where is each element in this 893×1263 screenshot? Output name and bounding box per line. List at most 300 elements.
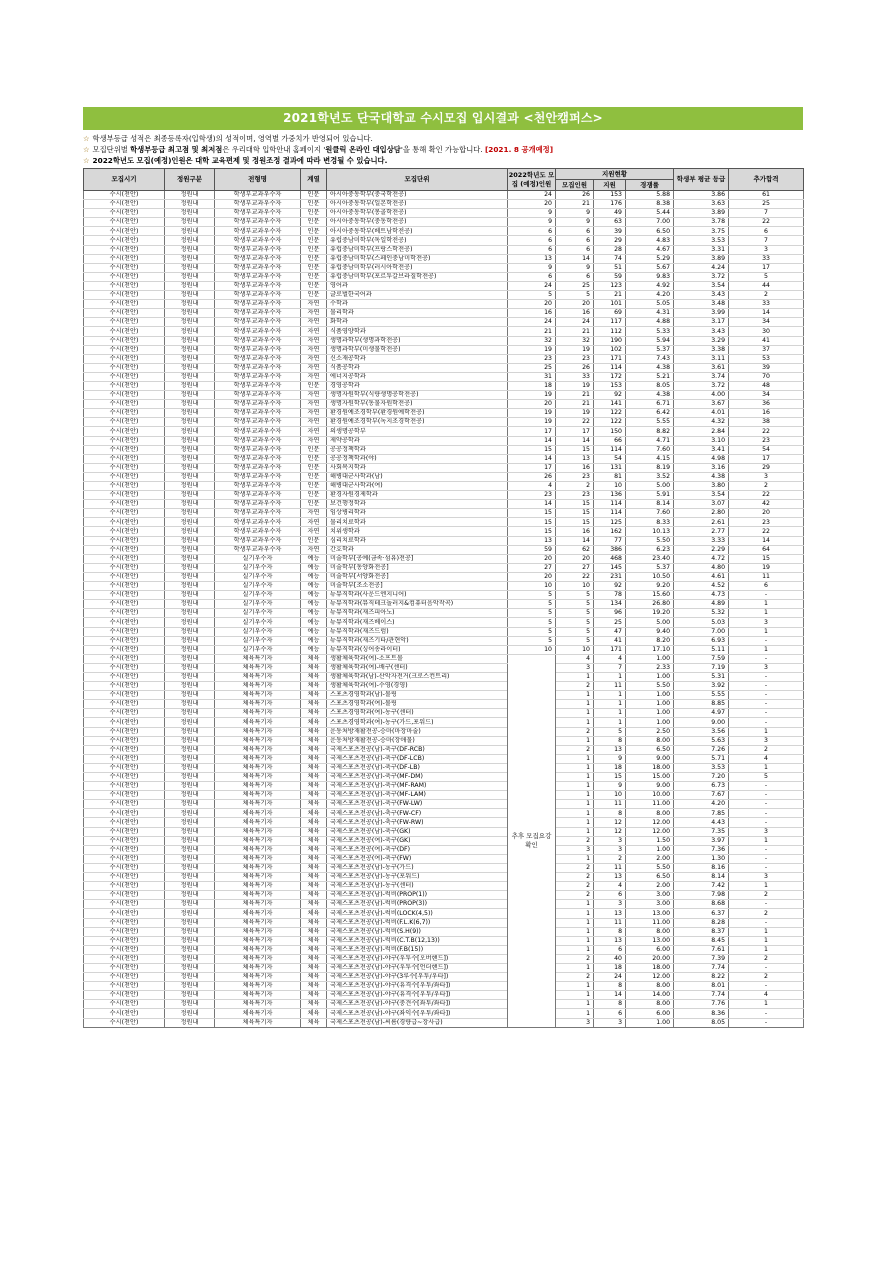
cell-applicants: 49	[594, 209, 626, 218]
cell-field: 자연	[301, 336, 327, 345]
cell-competition-rate: 4.88	[626, 318, 674, 327]
cell-admission-type: 학생부교과우수자	[215, 354, 301, 363]
cell-quota-type: 정원내	[165, 272, 215, 281]
cell-applicants: 8	[594, 809, 626, 818]
cell-additional-pass: -	[729, 900, 804, 909]
cell-quota-type: 정원내	[165, 918, 215, 927]
cell-additional-pass: 61	[729, 191, 804, 200]
cell-unit: 뉴뮤직학과(재즈기타/관현악)	[327, 636, 508, 645]
cell-unit: 신소재공학과	[327, 354, 508, 363]
cell-unit: 국제스포츠전공(남)-럭비(S.H(9))	[327, 927, 508, 936]
cell-unit: 화학과	[327, 318, 508, 327]
note-line	[83, 144, 803, 155]
cell-period: 수시(천안)	[84, 754, 165, 763]
cell-recruit-count: 5	[556, 627, 594, 636]
cell-additional-pass: -	[729, 818, 804, 827]
cell-field: 인문	[301, 236, 327, 245]
cell-competition-rate: 5.91	[626, 491, 674, 500]
cell-applicants: 41	[594, 636, 626, 645]
cell-period: 수시(천안)	[84, 745, 165, 754]
table-row	[84, 900, 804, 909]
table-row	[84, 927, 804, 936]
cell-admission-type: 실기우수자	[215, 591, 301, 600]
cell-period: 수시(천안)	[84, 554, 165, 563]
cell-field: 자연	[301, 400, 327, 409]
cell-quota-type: 정원내	[165, 836, 215, 845]
cell-avg-grade: 3.63	[674, 200, 729, 209]
cell-2022-quota: 31	[508, 372, 556, 381]
cell-additional-pass: 1	[729, 609, 804, 618]
cell-competition-rate: 9.83	[626, 272, 674, 281]
cell-unit: 국제스포츠전공(남)-야구(유격수[우투/우타])	[327, 991, 508, 1000]
cell-unit: 경영공학과	[327, 381, 508, 390]
cell-2022-quota: 18	[508, 381, 556, 390]
cell-recruit-count: 5	[556, 591, 594, 600]
cell-field: 자연	[301, 409, 327, 418]
cell-2022-quota: 20	[508, 572, 556, 581]
cell-competition-rate: 5.00	[626, 482, 674, 491]
cell-unit: 생활체육학과(여)-소프트볼	[327, 654, 508, 663]
cell-recruit-count: 16	[556, 309, 594, 318]
cell-avg-grade: 8.22	[674, 973, 729, 982]
cell-competition-rate: 3.00	[626, 900, 674, 909]
cell-period: 수시(천안)	[84, 500, 165, 509]
cell-period: 수시(천안)	[84, 191, 165, 200]
cell-unit: 국제스포츠전공(남)-축구(MF-LAM)	[327, 791, 508, 800]
cell-avg-grade: 7.26	[674, 745, 729, 754]
notes	[83, 133, 803, 166]
table-header	[84, 169, 804, 191]
cell-2022-quota: 5	[508, 600, 556, 609]
cell-field: 체육	[301, 682, 327, 691]
cell-2022-quota: 15	[508, 518, 556, 527]
cell-additional-pass: 1	[729, 1000, 804, 1009]
cell-applicants: 141	[594, 400, 626, 409]
cell-2022-quota: 13	[508, 254, 556, 263]
cell-unit: 해병대군사학과(여)	[327, 482, 508, 491]
cell-applicants: 6	[594, 891, 626, 900]
note-text: 원클릭 온라인 대입상담	[325, 145, 401, 154]
table-row	[84, 445, 804, 454]
cell-applicants: 24	[594, 973, 626, 982]
cell-competition-rate: 6.50	[626, 745, 674, 754]
cell-2022-quota: 17	[508, 463, 556, 472]
cell-avg-grade: 8.16	[674, 863, 729, 872]
cell-quota-type: 정원내	[165, 309, 215, 318]
cell-avg-grade: 3.41	[674, 445, 729, 454]
cell-avg-grade: 7.39	[674, 954, 729, 963]
cell-unit: 국제스포츠전공(남)-축구(DF-LCB)	[327, 754, 508, 763]
cell-quota-type: 정원내	[165, 591, 215, 600]
cell-applicants: 13	[594, 909, 626, 918]
cell-field: 인문	[301, 254, 327, 263]
cell-applicants: 21	[594, 291, 626, 300]
cell-quota-type: 정원내	[165, 827, 215, 836]
cell-additional-pass: 30	[729, 327, 804, 336]
cell-period: 수시(천안)	[84, 409, 165, 418]
cell-admission-type: 학생부교과우수자	[215, 454, 301, 463]
cell-admission-type: 체육특기자	[215, 791, 301, 800]
cell-avg-grade: 7.85	[674, 809, 729, 818]
cell-recruit-count: 19	[556, 409, 594, 418]
cell-2022-quota: 15	[508, 509, 556, 518]
table-row	[84, 363, 804, 372]
cell-unit: 환경자원경제학과	[327, 491, 508, 500]
table-row	[84, 291, 804, 300]
cell-avg-grade: 7.35	[674, 827, 729, 836]
table-row	[84, 818, 804, 827]
cell-recruit-count: 2	[556, 863, 594, 872]
table-row	[84, 418, 804, 427]
cell-period: 수시(천안)	[84, 372, 165, 381]
cell-competition-rate: 3.52	[626, 472, 674, 481]
cell-additional-pass: 19	[729, 563, 804, 572]
cell-competition-rate: 15.00	[626, 773, 674, 782]
cell-applicants: 4	[594, 654, 626, 663]
cell-competition-rate: 9.00	[626, 754, 674, 763]
cell-additional-pass: -	[729, 1009, 804, 1018]
table-row	[84, 745, 804, 754]
cell-admission-type: 학생부교과우수자	[215, 300, 301, 309]
cell-period: 수시(천안)	[84, 782, 165, 791]
cell-applicants: 176	[594, 200, 626, 209]
cell-unit: 국제스포츠전공(남)-야구(우투수[오버핸드])	[327, 954, 508, 963]
cell-period: 수시(천안)	[84, 672, 165, 681]
cell-applicants: 112	[594, 327, 626, 336]
cell-recruit-count: 1	[556, 909, 594, 918]
cell-quota-type: 정원내	[165, 218, 215, 227]
cell-admission-type: 체육특기자	[215, 1000, 301, 1009]
cell-recruit-count: 62	[556, 545, 594, 554]
cell-applicants: 171	[594, 645, 626, 654]
cell-additional-pass: 42	[729, 500, 804, 509]
cell-field: 인문	[301, 209, 327, 218]
cell-admission-type: 학생부교과우수자	[215, 272, 301, 281]
table-row	[84, 773, 804, 782]
cell-avg-grade: 6.37	[674, 909, 729, 918]
cell-quota-type: 정원내	[165, 954, 215, 963]
table-row	[84, 209, 804, 218]
cell-avg-grade: 7.20	[674, 773, 729, 782]
cell-competition-rate: 8.82	[626, 427, 674, 436]
table-row	[84, 645, 804, 654]
cell-admission-type: 학생부교과우수자	[215, 227, 301, 236]
cell-quota-type: 정원내	[165, 381, 215, 390]
cell-period: 수시(천안)	[84, 845, 165, 854]
table-row	[84, 891, 804, 900]
cell-2022-quota: 15	[508, 445, 556, 454]
cell-recruit-count: 13	[556, 454, 594, 463]
table-row	[84, 536, 804, 545]
header-recruit-count: 모집인원	[556, 180, 594, 191]
cell-quota-type: 정원내	[165, 845, 215, 854]
cell-applicants: 171	[594, 354, 626, 363]
cell-avg-grade: 3.43	[674, 291, 729, 300]
cell-quota-type: 정원내	[165, 409, 215, 418]
cell-applicants: 3	[594, 836, 626, 845]
note-text: 은 우리대학 입학안내 홈페이지 '	[222, 145, 326, 154]
cell-2022-quota: 14	[508, 500, 556, 509]
table-row	[84, 582, 804, 591]
cell-quota-type: 정원내	[165, 318, 215, 327]
cell-avg-grade: 5.31	[674, 672, 729, 681]
cell-applicants: 18	[594, 963, 626, 972]
cell-additional-pass: -	[729, 854, 804, 863]
cell-field: 체육	[301, 918, 327, 927]
cell-additional-pass: 1	[729, 927, 804, 936]
cell-quota-type: 정원내	[165, 454, 215, 463]
table-row	[84, 963, 804, 972]
table-row	[84, 636, 804, 645]
cell-additional-pass: 2	[729, 973, 804, 982]
cell-unit: 뉴뮤직학과(재즈베이스)	[327, 618, 508, 627]
cell-applicants: 28	[594, 245, 626, 254]
cell-admission-type: 체육특기자	[215, 927, 301, 936]
cell-quota-type: 정원내	[165, 536, 215, 545]
cell-additional-pass: -	[729, 800, 804, 809]
cell-admission-type: 체육특기자	[215, 863, 301, 872]
cell-admission-type: 학생부교과우수자	[215, 263, 301, 272]
cell-unit: 의생명공학부	[327, 427, 508, 436]
cell-quota-type: 정원내	[165, 936, 215, 945]
cell-applicants: 131	[594, 463, 626, 472]
cell-quota-type: 정원내	[165, 754, 215, 763]
cell-quota-type: 정원내	[165, 291, 215, 300]
cell-competition-rate: 5.44	[626, 209, 674, 218]
cell-unit: 국제스포츠전공(남)-농구(가드)	[327, 863, 508, 872]
cell-recruit-count: 1	[556, 754, 594, 763]
cell-competition-rate: 9.00	[626, 782, 674, 791]
cell-unit: 임상병리학과	[327, 509, 508, 518]
cell-quota-type: 정원내	[165, 509, 215, 518]
cell-quota-type: 정원내	[165, 209, 215, 218]
cell-additional-pass: -	[729, 682, 804, 691]
header-admission-type: 전형명	[215, 169, 301, 191]
cell-recruit-count: 1	[556, 672, 594, 681]
cell-quota-type: 정원내	[165, 1018, 215, 1027]
table-row	[84, 1000, 804, 1009]
cell-2022-quota: 23	[508, 491, 556, 500]
cell-applicants: 39	[594, 227, 626, 236]
cell-field: 예능	[301, 600, 327, 609]
cell-applicants: 3	[594, 845, 626, 854]
cell-admission-type: 체육특기자	[215, 782, 301, 791]
cell-period: 수시(천안)	[84, 427, 165, 436]
cell-avg-grade: 2.80	[674, 509, 729, 518]
cell-competition-rate: 10.00	[626, 791, 674, 800]
cell-field: 자연	[301, 318, 327, 327]
cell-unit: 사회복지학과	[327, 463, 508, 472]
cell-avg-grade: 3.78	[674, 218, 729, 227]
cell-2022-quota: 10	[508, 645, 556, 654]
cell-period: 수시(천안)	[84, 963, 165, 972]
cell-period: 수시(천안)	[84, 936, 165, 945]
cell-unit: 국제스포츠전공(남)-럭비(PROP(3))	[327, 900, 508, 909]
table-row	[84, 245, 804, 254]
cell-competition-rate: 1.00	[626, 845, 674, 854]
cell-admission-type: 학생부교과우수자	[215, 545, 301, 554]
cell-unit: 국제스포츠전공(남)-야구(중견수[좌투/좌타])	[327, 1000, 508, 1009]
cell-additional-pass: -	[729, 591, 804, 600]
cell-applicants: 172	[594, 372, 626, 381]
cell-quota-type: 정원내	[165, 863, 215, 872]
cell-admission-type: 실기우수자	[215, 618, 301, 627]
table-row	[84, 472, 804, 481]
cell-additional-pass: -	[729, 809, 804, 818]
cell-avg-grade: 3.89	[674, 209, 729, 218]
cell-admission-type: 학생부교과우수자	[215, 491, 301, 500]
cell-quota-type: 정원내	[165, 818, 215, 827]
cell-avg-grade: 3.10	[674, 436, 729, 445]
cell-competition-rate: 11.00	[626, 918, 674, 927]
cell-admission-type: 체육특기자	[215, 845, 301, 854]
cell-additional-pass: 23	[729, 436, 804, 445]
cell-recruit-count: 1	[556, 963, 594, 972]
cell-applicants: 136	[594, 491, 626, 500]
table-row	[84, 527, 804, 536]
cell-field: 예능	[301, 563, 327, 572]
cell-competition-rate: 7.60	[626, 445, 674, 454]
cell-avg-grade: 8.45	[674, 936, 729, 945]
cell-additional-pass: 1	[729, 627, 804, 636]
cell-period: 수시(천안)	[84, 354, 165, 363]
cell-unit: 유럽중남미학부(스페인중남미학전공)	[327, 254, 508, 263]
cell-period: 수시(천안)	[84, 245, 165, 254]
cell-additional-pass: -	[729, 709, 804, 718]
cell-field: 자연	[301, 509, 327, 518]
cell-admission-type: 학생부교과우수자	[215, 409, 301, 418]
cell-additional-pass: 3	[729, 827, 804, 836]
cell-applicants: 54	[594, 454, 626, 463]
cell-recruit-count: 2	[556, 954, 594, 963]
table-row	[84, 200, 804, 209]
cell-unit: 치위생학과	[327, 527, 508, 536]
cell-quota-type: 정원내	[165, 472, 215, 481]
cell-admission-type: 학생부교과우수자	[215, 509, 301, 518]
cell-quota-type: 정원내	[165, 963, 215, 972]
cell-admission-type: 체육특기자	[215, 854, 301, 863]
cell-field: 체육	[301, 863, 327, 872]
cell-admission-type: 체육특기자	[215, 745, 301, 754]
cell-period: 수시(천안)	[84, 363, 165, 372]
table-row	[84, 709, 804, 718]
cell-field: 체육	[301, 982, 327, 991]
cell-field: 자연	[301, 345, 327, 354]
cell-additional-pass: 6	[729, 582, 804, 591]
cell-field: 자연	[301, 372, 327, 381]
cell-applicants: 5	[594, 727, 626, 736]
table-row	[84, 391, 804, 400]
cell-period: 수시(천안)	[84, 509, 165, 518]
cell-admission-type: 학생부교과우수자	[215, 345, 301, 354]
cell-field: 체육	[301, 791, 327, 800]
cell-unit: 미술학부[서양화전공]	[327, 572, 508, 581]
cell-period: 수시(천안)	[84, 991, 165, 1000]
cell-admission-type: 체육특기자	[215, 882, 301, 891]
cell-applicants: 13	[594, 745, 626, 754]
cell-recruit-count: 21	[556, 400, 594, 409]
cell-2022-quota: 20	[508, 554, 556, 563]
cell-quota-type: 정원내	[165, 882, 215, 891]
cell-competition-rate: 2.50	[626, 727, 674, 736]
cell-field: 체육	[301, 845, 327, 854]
cell-applicants: 6	[594, 945, 626, 954]
page-title: 2021학년도 단국대학교 수시모집 입시결과 <천안캠퍼스>	[83, 107, 803, 130]
cell-recruit-count: 10	[556, 645, 594, 654]
cell-admission-type: 체육특기자	[215, 991, 301, 1000]
table-row	[84, 754, 804, 763]
cell-competition-rate: 12.00	[626, 827, 674, 836]
cell-field: 인문	[301, 482, 327, 491]
cell-admission-type: 학생부교과우수자	[215, 363, 301, 372]
cell-field: 인문	[301, 263, 327, 272]
cell-period: 수시(천안)	[84, 882, 165, 891]
cell-field: 체육	[301, 745, 327, 754]
cell-applicants: 145	[594, 563, 626, 572]
cell-applicants: 13	[594, 873, 626, 882]
cell-competition-rate: 4.92	[626, 281, 674, 290]
cell-competition-rate: 4.31	[626, 309, 674, 318]
cell-2022-quota: 59	[508, 545, 556, 554]
cell-field: 체육	[301, 854, 327, 863]
cell-applicants: 25	[594, 618, 626, 627]
cell-competition-rate: 11.00	[626, 800, 674, 809]
cell-avg-grade: 3.54	[674, 491, 729, 500]
cell-applicants: 11	[594, 863, 626, 872]
cell-competition-rate: 6.00	[626, 1009, 674, 1018]
cell-avg-grade: 4.72	[674, 554, 729, 563]
cell-applicants: 11	[594, 918, 626, 927]
cell-unit: 생명과학부(미생물학전공)	[327, 345, 508, 354]
cell-quota-type: 정원내	[165, 500, 215, 509]
cell-recruit-count: 1	[556, 945, 594, 954]
cell-quota-type: 정원내	[165, 654, 215, 663]
cell-admission-type: 실기우수자	[215, 563, 301, 572]
cell-applicants: 8	[594, 736, 626, 745]
cell-quota-type: 정원내	[165, 700, 215, 709]
cell-applicants: 1	[594, 718, 626, 727]
cell-additional-pass: 29	[729, 463, 804, 472]
cell-competition-rate: 26.80	[626, 600, 674, 609]
cell-admission-type: 체육특기자	[215, 963, 301, 972]
cell-additional-pass: 39	[729, 363, 804, 372]
cell-quota-type: 정원내	[165, 682, 215, 691]
table-row	[84, 791, 804, 800]
cell-quota-type: 정원내	[165, 800, 215, 809]
table-row	[84, 454, 804, 463]
cell-competition-rate: 1.00	[626, 672, 674, 681]
cell-quota-type: 정원내	[165, 281, 215, 290]
table-row	[84, 436, 804, 445]
cell-recruit-count: 2	[556, 873, 594, 882]
cell-avg-grade: 8.37	[674, 927, 729, 936]
cell-period: 수시(천안)	[84, 582, 165, 591]
cell-field: 인문	[301, 445, 327, 454]
note-text: 2022학년도 모집(예정)인원은 대학 교육편제 및 정원조정 결과에 따라 변경될 수 있습니다.	[92, 156, 388, 165]
cell-field: 체육	[301, 691, 327, 700]
star-icon: ☆	[83, 145, 90, 154]
cell-field: 예능	[301, 618, 327, 627]
cell-applicants: 11	[594, 682, 626, 691]
cell-applicants: 40	[594, 954, 626, 963]
cell-period: 수시(천안)	[84, 818, 165, 827]
cell-avg-grade: 2.84	[674, 427, 729, 436]
header-competition-rate: 경쟁률	[626, 180, 674, 191]
cell-recruit-count: 21	[556, 391, 594, 400]
cell-recruit-count: 26	[556, 363, 594, 372]
cell-additional-pass: 16	[729, 409, 804, 418]
cell-recruit-count: 1	[556, 854, 594, 863]
